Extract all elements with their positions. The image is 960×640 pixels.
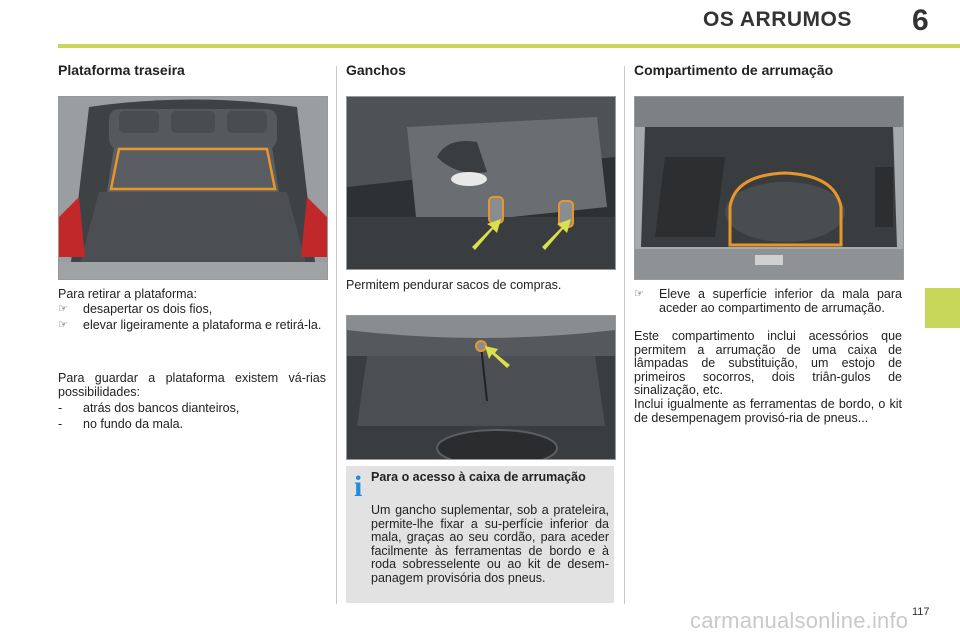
list-item-text: Eleve a superfície inferior da mala para aceder ao compartimento de arrumação. (659, 287, 902, 315)
text-remove-intro: Para retirar a plataforma: (58, 287, 197, 301)
column-divider (624, 66, 625, 604)
column-divider (336, 66, 337, 604)
page-number: 117 (912, 606, 930, 618)
header-rule (58, 44, 960, 48)
info-icon: i (354, 470, 363, 503)
photo-storage-compartment (634, 96, 904, 280)
info-body: Um gancho suplementar, sob a prateleira, permite-lhe fixar a su-perfície inferior da mala, graças ao seu cordão, para aceder facilmente às ferramentas de bordo e à roda sobresselente ou ao kit de desem-panagem provisória dos pneus. (371, 503, 609, 585)
bullet-hand-icon: ☞ (634, 288, 644, 300)
list-item (634, 288, 902, 332)
info-box (346, 466, 614, 603)
section-title-storage-compartment: Compartimento de arrumação (634, 62, 834, 78)
photo-storage-hook (346, 315, 616, 460)
watermark: carmanualsonline.info (690, 608, 909, 633)
dash-marker: - (58, 417, 63, 431)
list-item-text: elevar ligeiramente a plataforma e retirá-la. (83, 318, 322, 332)
text-compartment-tools: Inclui igualmente as ferramentas de bordo, o kit de desempenagem provisó-ria de pneus... (634, 397, 902, 425)
bullet-hand-icon: ☞ (58, 303, 68, 315)
section-title-rear-platform: Plataforma traseira (58, 62, 185, 78)
text-compartment-contents: Este compartimento inclui acessórios que permitem a arrumação de uma caixa de lâmpadas de substituição, um estojo de primeiros socorros, dois triân-gulos de sinalização, etc. (634, 329, 902, 397)
list-item-text: no fundo da mala. (83, 417, 184, 431)
list-item-text: atrás dos bancos dianteiros, (83, 401, 240, 415)
photo-hooks (346, 96, 616, 270)
text-hooks-caption: Permitem pendurar sacos de compras. (346, 278, 562, 292)
chapter-side-tab (925, 288, 960, 328)
section-title-hooks: Ganchos (346, 62, 406, 78)
list-item-text: desapertar os dois fios, (83, 302, 213, 316)
chapter-number: 6 (912, 4, 929, 37)
photo-rear-platform (58, 96, 328, 280)
dash-marker: - (58, 401, 63, 415)
bullet-hand-icon: ☞ (58, 319, 68, 331)
chapter-title: OS ARRUMOS (703, 8, 852, 31)
info-title: Para o acesso à caixa de arrumação (371, 470, 586, 484)
list-item (58, 319, 326, 349)
text-storage-options: Para guardar a plataforma existem vá-rias possibilidades: (58, 371, 326, 399)
